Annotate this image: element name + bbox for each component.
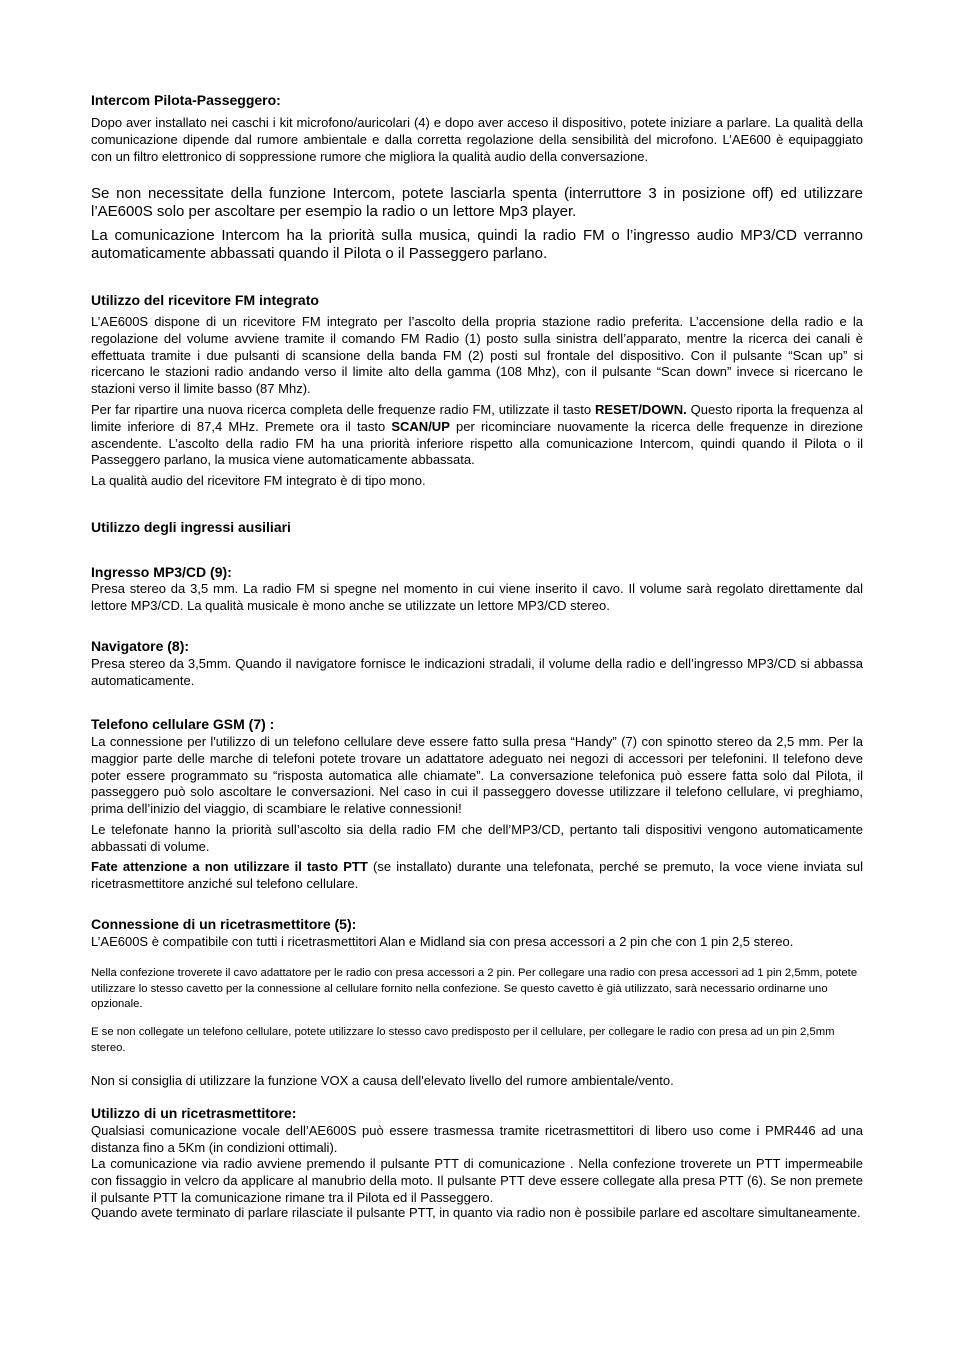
paragraph-transceiver-3: E se non collegate un telefono cellulare, potete utilizzare lo stesso cavo predisposto per il cellulare, per collegare le radio con presa ad un pin 2,5mm stereo.	[91, 1026, 835, 1054]
heading-intercom: Intercom Pilota-Passeggero:	[91, 92, 281, 108]
paragraph-transceiver-4: Non si consiglia di utilizzare la funzione VOX a causa dell'elevato livello del rumore ambientale/vento.	[91, 1073, 674, 1088]
paragraph-mp3: Presa stereo da 3,5 mm. La radio FM si spegne nel momento in cui viene inserito il cavo. Il volume sarà regolato direttamente dal lettore MP3/CD. La qualità musicale è mono anche se utilizzate un lettore MP3/CD stereo.	[91, 581, 863, 613]
paragraph-transceiver-use-1: Qualsiasi comunicazione vocale dell’AE600S può essere trasmessa tramite ricetrasmettitori di libero uso come i PMR446 ad una distanza fino a 5Km (in condizioni ottimali).	[91, 1123, 863, 1155]
paragraph-fm-3: La qualità audio del ricevitore FM integrato è di tipo mono.	[91, 473, 426, 488]
paragraph-transceiver-2: Nella confezione troverete il cavo adattatore per le radio con presa accessori a 2 pin. Per collegare una radio con presa accessori ad 1 pin 2,5mm, potete utilizzare lo stesso cavetto per la connessione al cellulare fornito nella confezione. Se questo cavetto è già utilizzato, sarà necessario ordinarne uno opzionale.	[91, 967, 858, 1010]
paragraph-gsm-3: Fate attenzione a non utilizzare il tasto PTT (se installato) durante una telefonata, perché se premuto, la voce viene inviata sul ricetrasmettitore anziché sul telefono cellulare.	[91, 859, 864, 891]
paragraph-intercom-3: La comunicazione Intercom ha la priorità sulla musica, quindi la radio FM o l’ingresso audio MP3/CD verranno automaticamente abbassati quando il Pilota o il Passeggero parlano.	[91, 227, 863, 262]
paragraph-gsm-1: La connessione per l'utilizzo di un telefono cellulare deve essere fatto sulla presa “Handy” (7) con spinotto stereo da 2,5 mm. Per la maggior parte delle marche di telefoni potete trovare un adattatore adeguato nei negozi di accessori per telefonini. Il telefono deve poter essere programmato su “risposta automatica alle chiamate”. La conversazione telefonica può essere fatta solo dal Pilota, il passeggero può solo ascoltare le conversazioni. Nel caso in cui il passeggero dovesse utilizzare il telefono cellulare, vi preghiamo, prima dell’inizio del viaggio, di scambiare le relative connessioni!	[91, 734, 863, 817]
heading-gsm-phone: Telefono cellulare GSM (7) :	[91, 716, 275, 732]
paragraph-fm-1: L’AE600S dispone di un ricevitore FM integrato per l’ascolto della propria stazione radio preferita. L’accensione della radio e la regolazione del volume avviene tramite il comando FM Radio (1) posto sulla sinistra dell’apparato, mentre la ricerca dei canali è effettuata tramite i due pulsanti di scansione della banda FM (2) posti sul frontale del dispositivo. Con il pulsante “Scan up” si ricercano le stazioni radio andando verso il limite alto della gamma (108 Mhz), con il pulsante “Scan down” invece si ricercano le stazioni verso il limite basso (87 Mhz).	[91, 314, 863, 397]
paragraph-fm-2: Per far ripartire una nuova ricerca completa delle frequenze radio FM, utilizzate il tasto RESET/DOWN. Questo riporta la frequenza al limite inferiore di 87,4 MHz. Premete ora il tasto SCAN/UP per ricominciare nuovamente la ricerca delle frequenze in direzione ascendente. L’ascolto della radio FM ha una priorità inferiore rispetto alla comunicazione Intercom, quindi quando il Pilota o il Passeggero parlano, la musica viene automaticamente abbassata.	[91, 402, 863, 468]
heading-fm-receiver: Utilizzo del ricevitore FM integrato	[91, 292, 319, 308]
heading-mp3-input: Ingresso MP3/CD (9):	[91, 564, 232, 580]
paragraph-intercom-2: Se non necessitate della funzione Intercom, potete lasciarla spenta (interruttore 3 in posizione off) ed utilizzare l’AE600S solo per ascoltare per esempio la radio o un lettore Mp3 player.	[91, 185, 863, 220]
paragraph-navigator: Presa stereo da 3,5mm. Quando il navigatore fornisce le indicazioni stradali, il volume della radio e dell’ingresso MP3/CD si abbassa automaticamente.	[91, 656, 863, 688]
paragraph-transceiver-use-3: Quando avete terminato di parlare rilasciate il pulsante PTT, in quanto via radio non è possibile parlare ed ascoltare simultaneamente.	[91, 1205, 861, 1220]
paragraph-transceiver-1: L’AE600S è compatibile con tutti i ricetrasmettitori Alan e Midland sia con presa accessori a 2 pin che con 1 pin 2,5 stereo.	[91, 934, 794, 949]
paragraph-transceiver-use-2: La comunicazione via radio avviene premendo il pulsante PTT di comunicazione . Nella confezione troverete un PTT impermeabile con fissaggio in velcro da applicare al manubrio della moto. Il pulsante PTT deve essere collegate alla presa PTT (6). Se non premete il pulsante PTT la comunicazione rimane tra il Pilota ed il Passeggero.	[91, 1156, 863, 1205]
heading-transceiver-connection: Connessione di un ricetrasmettitore (5):	[91, 916, 357, 932]
paragraph-intercom-1: Dopo aver installato nei caschi i kit microfono/auricolari (4) e dopo aver acceso il dispositivo, potete iniziare a parlare. La qualità della comunicazione dipende dal rumore ambientale e dalla corretta regolazione della sensibilità del microfono. L’AE600 è equipaggiato con un filtro elettronico di soppressione rumore che migliora la qualità audio della conversazione.	[91, 115, 863, 164]
heading-transceiver-use: Utilizzo di un ricetrasmettitore:	[91, 1105, 297, 1121]
paragraph-gsm-2: Le telefonate hanno la priorità sull’ascolto sia della radio FM che dell’MP3/CD, pertanto tali dispositivi vengono automaticamente abbassati di volume.	[91, 822, 863, 854]
heading-navigator: Navigatore (8):	[91, 638, 190, 654]
heading-aux-inputs: Utilizzo degli ingressi ausiliari	[91, 519, 291, 535]
